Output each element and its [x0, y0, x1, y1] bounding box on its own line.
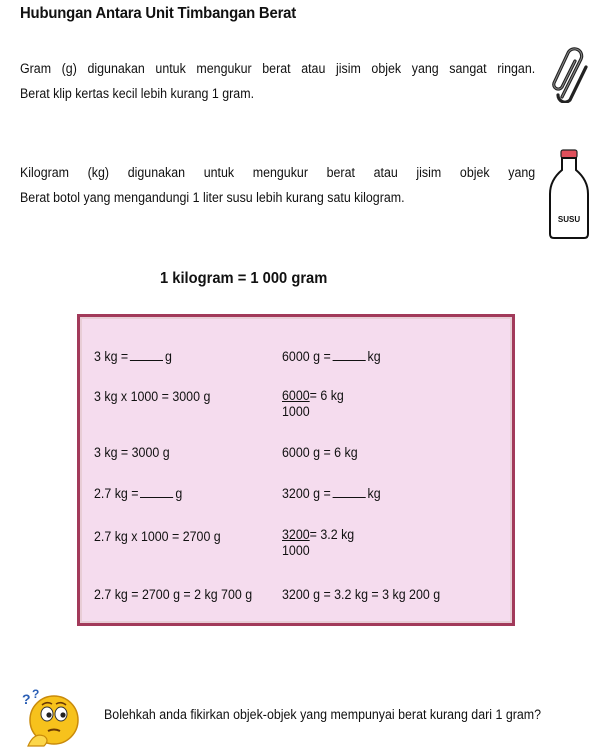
- left-row-1-pre: 3 kg =: [94, 349, 129, 364]
- right-row-6: 3200 g = 3.2 kg = 3 kg 200 g: [282, 587, 441, 602]
- left-row-3: 3 kg = 3000 g: [94, 445, 170, 460]
- kilogram-paragraph: [20, 160, 535, 210]
- right-row-1-post: kg: [367, 349, 381, 364]
- left-row-4-post: g: [175, 486, 183, 501]
- right-row-4-pre: 3200 g =: [282, 486, 331, 501]
- right-row-1: [282, 349, 381, 365]
- answer-blank: [333, 486, 366, 498]
- paper-clip-icon: [548, 45, 590, 103]
- gram-paragraph: [20, 56, 535, 106]
- page-title: Hubungan Antara Unit Timbangan Berat: [20, 5, 297, 22]
- left-row-2: 3 kg x 1000 = 3000 g: [94, 389, 211, 404]
- thinking-face-icon: [14, 684, 86, 752]
- kilogram-paragraph-line1: Kilogram (kg) digunakan untuk mengukur berat atau jisim objek yang: [20, 165, 536, 180]
- right-row-4-post: kg: [367, 486, 381, 501]
- gram-paragraph-line1: Gram (g) digunakan untuk mengukur berat atau jisim objek yang sangat ringan.: [20, 61, 536, 76]
- svg-text:?: ?: [32, 687, 40, 701]
- fraction-denominator: 1000: [282, 543, 310, 558]
- milk-bottle-icon: [546, 148, 592, 240]
- gram-paragraph-line2: Berat klip kertas kecil lebih kurang 1 gram.: [20, 86, 255, 101]
- right-row-4: [282, 486, 381, 502]
- left-row-4: [94, 486, 182, 502]
- fraction-result: = 3.2 kg: [309, 527, 355, 542]
- answer-blank: [130, 349, 163, 361]
- fraction-numerator: 3200: [282, 527, 310, 542]
- svg-text:?: ?: [22, 691, 31, 707]
- left-row-1-post: g: [164, 349, 172, 364]
- answer-blank: [333, 349, 366, 361]
- fraction-numerator: 6000: [282, 388, 310, 403]
- right-row-5-fraction: [282, 527, 354, 559]
- right-row-3: 6000 g = 6 kg: [282, 445, 358, 460]
- bottle-label: SUSU: [557, 215, 581, 224]
- fraction-result: = 6 kg: [309, 388, 344, 403]
- fraction-denominator: 1000: [282, 404, 310, 419]
- left-row-1: [94, 349, 172, 365]
- answer-blank: [140, 486, 173, 498]
- left-row-4-pre: 2.7 kg =: [94, 486, 139, 501]
- kilogram-paragraph-line2: Berat botol yang mengandungi 1 liter susu lebih kurang satu kilogram.: [20, 190, 405, 205]
- right-row-1-pre: 6000 g =: [282, 349, 331, 364]
- conversion-equation: 1 kilogram = 1 000 gram: [160, 270, 328, 287]
- left-row-5: 2.7 kg x 1000 = 2700 g: [94, 529, 221, 544]
- question-prompt: Bolehkah anda fikirkan objek-objek yang mempunyai berat kurang dari 1 gram?: [104, 707, 542, 722]
- left-row-6: 2.7 kg = 2700 g = 2 kg 700 g: [94, 587, 253, 602]
- right-row-2-fraction: [282, 388, 344, 420]
